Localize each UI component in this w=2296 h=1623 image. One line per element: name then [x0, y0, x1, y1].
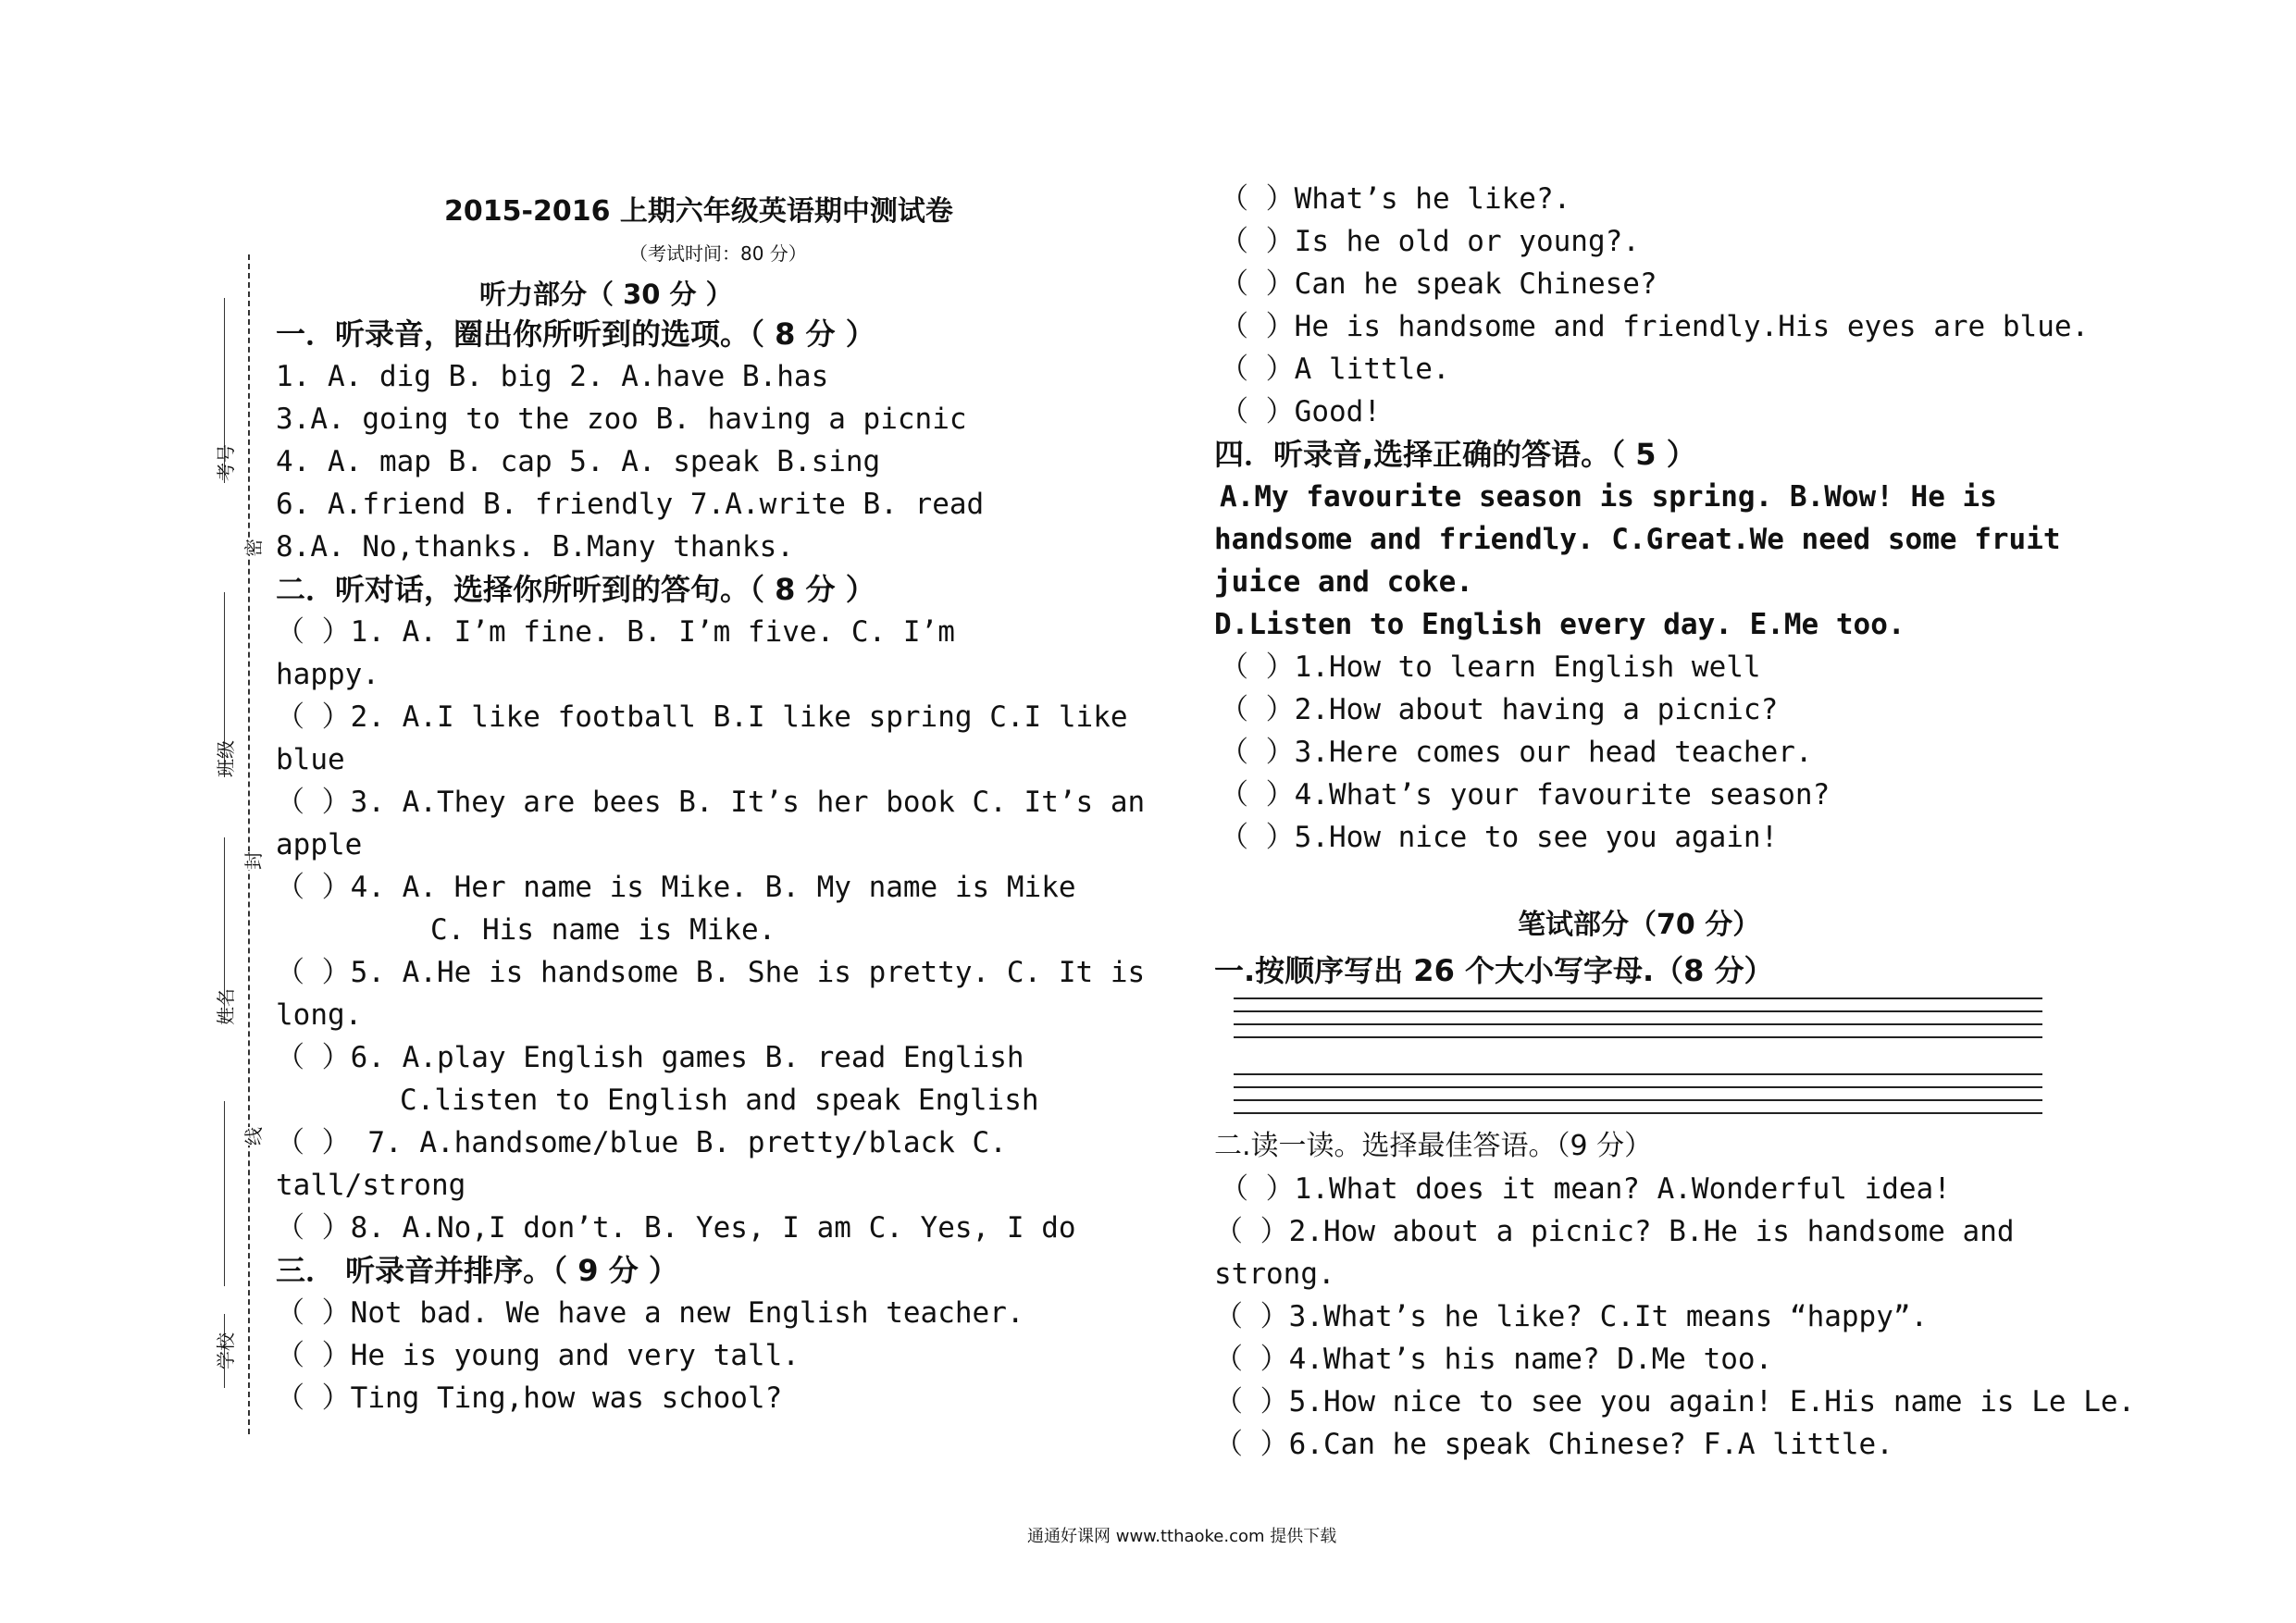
list-item: （ ）1.What does it mean? A.Wonderful idea! [1220, 1172, 1951, 1206]
option-line: handsome and friendly. C.Great.We need some fruit [1214, 523, 2061, 556]
list-item: strong. [1214, 1258, 1335, 1291]
part4-heading: 四．听录音,选择正确的答语。（ 5 ） [1214, 437, 1696, 472]
list-item: 6. A.friend B. friendly 7.A.write B. read [276, 488, 985, 521]
writing-line [1234, 1112, 2042, 1114]
list-item: （ ）Can he speak Chinese? [1220, 267, 1657, 301]
list-item: （ ）4.What’s your favourite season? [1220, 778, 1831, 812]
list-item: （ ）5. A.He is handsome B. She is pretty. C. It is [276, 956, 1146, 989]
list-item: tall/strong [276, 1169, 466, 1202]
label-seal-feng: 封 [239, 851, 266, 870]
binding-line [224, 1101, 225, 1286]
list-item: （ ）2.How about having a picnic? [1220, 693, 1779, 726]
label-seal-mi: 密 [239, 539, 266, 557]
list-item: apple [276, 828, 363, 861]
page-subtitle: （考试时间：80 分） [629, 242, 807, 265]
list-item: （ ）3.Here comes our head teacher. [1220, 736, 1813, 769]
option-line: D.Listen to English every day. E.Me too. [1214, 608, 1905, 641]
list-item: （ ）2.How about a picnic? B.He is handsome and [1214, 1215, 2015, 1248]
writing-line [1234, 1023, 2042, 1025]
list-item: （ ） 7. A.handsome/blue B. pretty/black C. [276, 1126, 1007, 1159]
list-item: （ ）A little. [1220, 353, 1450, 386]
list-item: （ ）6.Can he speak Chinese? F.A little. [1214, 1428, 1893, 1461]
list-item: （ ）Ting Ting,how was school? [276, 1381, 783, 1415]
list-item: （ ）5.How nice to see you again! E.His name is Le Le. [1214, 1385, 2136, 1419]
option-line: A.My favourite season is spring. B.Wow! He is [1220, 480, 1997, 514]
option-line: juice and coke. [1214, 565, 1473, 599]
written-title: 笔试部分（70 分） [1518, 909, 1761, 941]
list-item: （ ）What’s he like?. [1220, 182, 1571, 216]
list-item: 3.A. going to the zoo B. having a picnic [276, 403, 967, 436]
part2-heading: 二．听对话，选择你所听到的答句。（ 8 分 ） [276, 572, 875, 607]
list-item: 1. A. dig B. big 2. A.have B.has [276, 360, 829, 393]
writing-line [1234, 1036, 2042, 1038]
label-class: 班级 [215, 740, 237, 777]
part3-heading: 三． 听录音并排序。（ 9 分 ） [276, 1253, 678, 1288]
label-name: 姓名 [215, 988, 237, 1025]
writing-line [1234, 997, 2042, 999]
listening-title: 听力部分（ 30 分 ） [479, 279, 733, 310]
list-item: （ ）3. A.They are bees B. It’s her book C. It’s an [276, 786, 1146, 819]
writing-line [1234, 1099, 2042, 1101]
list-item: （ ）3.What’s he like? C.It means “happy”. [1214, 1300, 1929, 1333]
list-item: 8.A. No,thanks. B.Many thanks. [276, 530, 794, 564]
writing-line [1234, 1073, 2042, 1075]
label-school: 学校 [215, 1332, 237, 1369]
written-part2-heading: 二.读一读。选择最佳答语。（9 分） [1214, 1130, 1653, 1162]
list-item: （ ）He is young and very tall. [276, 1339, 800, 1372]
list-item: long. [276, 998, 363, 1032]
list-item: （ ）Is he old or young?. [1220, 225, 1640, 258]
list-item: （ ）4.What’s his name? D.Me too. [1214, 1343, 1773, 1376]
list-item: happy. [276, 658, 379, 691]
list-item: C.listen to English and speak English [400, 1084, 1039, 1117]
list-item: （ ）Good! [1220, 395, 1381, 428]
list-item: （ ）He is handsome and friendly.His eyes are blue. [1220, 310, 2090, 343]
list-item: （ ）6. A.play English games B. read English [276, 1041, 1024, 1074]
written-part1-heading: 一.按顺序写出 26 个大小写字母.（8 分） [1214, 953, 1774, 988]
writing-line [1234, 1010, 2042, 1012]
list-item: （ ）2. A.I like football B.I like spring C.I like [276, 700, 1128, 734]
list-item: （ ）4. A. Her name is Mike. B. My name is Mike [276, 871, 1076, 904]
list-item: （ ）Not bad. We have a new English teacher. [276, 1296, 1024, 1330]
list-item: （ ）1. A. I’m fine. B. I’m five. C. I’m [276, 615, 955, 649]
footer-credit: 通通好课网 www.tthaoke.com 提供下载 [1027, 1527, 1337, 1546]
list-item: （ ）1.How to learn English well [1220, 650, 1761, 684]
page-title: 2015-2016 上期六年级英语期中测试卷 [444, 195, 953, 228]
cut-line [248, 254, 250, 1434]
list-item: （ ）5.How nice to see you again! [1220, 821, 1779, 854]
list-item: C. His name is Mike. [430, 913, 776, 947]
writing-line [1234, 1086, 2042, 1088]
list-item: blue [276, 743, 345, 776]
list-item: 4. A. map B. cap 5. A. speak B.sing [276, 445, 881, 478]
part1-heading: 一．听录音，圈出你所听到的选项。（ 8 分 ） [276, 316, 875, 352]
list-item: （ ）8. A.No,I don’t. B. Yes, I am C. Yes, I do [276, 1211, 1076, 1245]
label-exam-number: 考号 [215, 444, 237, 481]
label-seal-xian: 线 [239, 1127, 266, 1146]
